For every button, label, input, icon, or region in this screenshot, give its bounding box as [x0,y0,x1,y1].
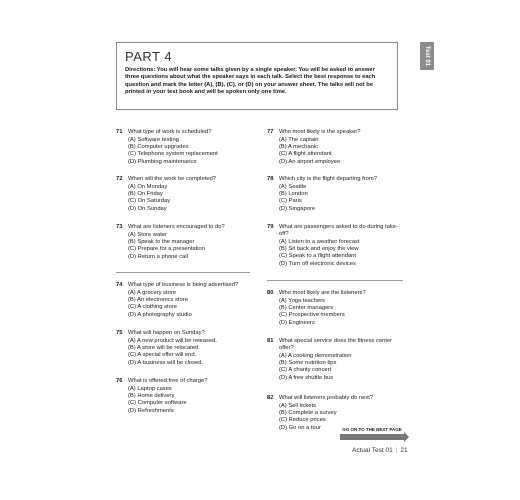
option: (A) A new product will be released. [128,338,217,344]
question-text: What will happen on Sunday? [128,330,205,336]
option: (C) Prepare for a presentation [128,246,206,253]
option: (C) Prospective members [279,312,345,319]
test-tab-label: Test 01 [424,45,431,67]
option: (D) Go on a tour [279,424,321,431]
directions-label: Directions: [125,67,156,73]
directions-body: You will hear some talks given by a single speaker. You will be asked to answer three questions about what the speaker says in each talk. Select the best response to each question and mark the letter (A), (B), (C), or (D) on your answer sheet. The talks will not be printed in your test book and will be spoken only one time. [125,67,376,96]
option: (B) Complete a survey [279,410,337,417]
question-text: Who most likely are the listeners? [279,290,366,296]
next-page-label: GO ON TO THE NEXT PAGE [342,427,402,432]
page-number: 21 [400,447,408,454]
option-list [279,298,397,327]
question-72 [116,176,246,213]
option: (A) A grocery store [128,290,177,296]
option: (D) Return a phone call [128,253,188,260]
option: (A) Seattle [279,184,307,190]
option: (D) A photography studio [128,311,192,318]
question-text: What type of business is being advertised? [128,282,239,288]
question-75 [116,330,246,367]
question-number: 75 [116,330,123,336]
option: (D) Plumbing maintenance [128,158,197,165]
page-footer: Actual Test 01 | 21 [352,447,408,454]
option: (A) On Monday [128,184,168,190]
question-text: What are passengers asked to do during take-off? [279,224,398,237]
option: (B) An electronics store [128,297,188,304]
option: (B) Computer upgrades [128,144,189,151]
option: (B) A mechanic [279,144,318,151]
directions-text [125,67,389,97]
option: (D) Refreshments [128,407,174,414]
option: (C) A clothing store [128,304,177,311]
question-number: 81 [267,338,274,344]
question-number: 79 [267,224,274,230]
option: (D) Singapore [279,205,316,212]
question-text: What is offered free of charge? [128,378,208,384]
option: (C) Paris [279,198,302,205]
section-divider [267,280,403,281]
option: (A) Yoga teachers [279,298,326,304]
option: (C) A charity concert [279,367,332,374]
option: (B) Center managers [279,305,334,312]
option: (A) Sell tickets [279,403,317,409]
part-title: PART 4 [125,49,173,64]
option: (B) On Friday [128,191,163,198]
question-text: Who most likely is the speaker? [279,129,361,135]
question-text: What special service does the fitness center offer? [279,338,393,351]
question-text: Which city is the flight departing from? [279,176,377,182]
option-list [279,137,397,166]
question-text: What will listeners probably do next? [279,395,374,401]
question-81 [267,338,403,382]
option: (A) A cooking demonstration [279,353,352,359]
question-79 [267,224,403,268]
option-list [279,239,403,268]
option: (D) On Sunday [128,205,167,212]
question-76 [116,378,246,415]
option: (A) Software testing [128,137,179,143]
directions-box [116,42,398,110]
option: (D) A business will be closed. [128,359,204,366]
question-80 [267,290,397,327]
option: (A) The captain [279,137,319,143]
option: (B) A store will be relocated. [128,345,200,352]
option-list [128,232,246,261]
option: (B) Sit back and enjoy the view [279,246,359,253]
question-number: 80 [267,290,274,296]
question-number: 82 [267,395,274,401]
option-list [128,386,246,415]
option-list [279,184,397,213]
option: (D) Turn off electronic devices [279,260,356,267]
question-number: 76 [116,378,123,384]
option: (D) An airport employee [279,158,341,165]
option: (C) Computer software [128,400,187,407]
option: (D) Engineers [279,319,315,326]
next-page-indicator [340,427,404,440]
question-number: 77 [267,129,274,135]
option: (C) Reduce prices [279,417,326,424]
question-number: 71 [116,129,123,135]
option-list [128,290,246,319]
option: (B) London [279,191,308,198]
section-divider [116,272,250,273]
question-number: 74 [116,282,123,288]
option: (D) A free shuttle bus [279,374,334,381]
question-78 [267,176,397,213]
option-list [128,338,246,367]
option: (C) A special offer will end. [128,352,197,359]
question-74 [116,282,246,319]
option: (A) Store water [128,232,167,238]
question-text: What are listeners encouraged to do? [128,224,225,230]
option: (B) Speak to the manager [128,239,195,246]
question-number: 73 [116,224,123,230]
option: (B) Home delivery [128,393,175,400]
option-list [279,353,403,382]
question-73 [116,224,246,261]
footer-test-label: Actual Test 01 [352,447,393,454]
arrow-right-icon [340,434,404,440]
option: (B) Some nutrition tips [279,360,337,367]
option: (C) Telephone system replacement [128,151,218,158]
question-text: When will the work be completed? [128,176,216,182]
question-text: What type of work is scheduled? [128,129,212,135]
option: (C) A flight attendant [279,151,332,158]
question-number: 78 [267,176,274,182]
question-number: 72 [116,176,123,182]
option: (A) Laptop cases [128,386,172,392]
question-71 [116,129,246,166]
question-77 [267,129,397,166]
test-tab [420,42,434,70]
option-list [128,137,246,166]
option: (A) Listen to a weather forecast [279,239,360,245]
option-list [128,184,246,213]
option: (C) On Saturday [128,198,171,205]
option: (C) Speak to a flight attendant [279,253,357,260]
